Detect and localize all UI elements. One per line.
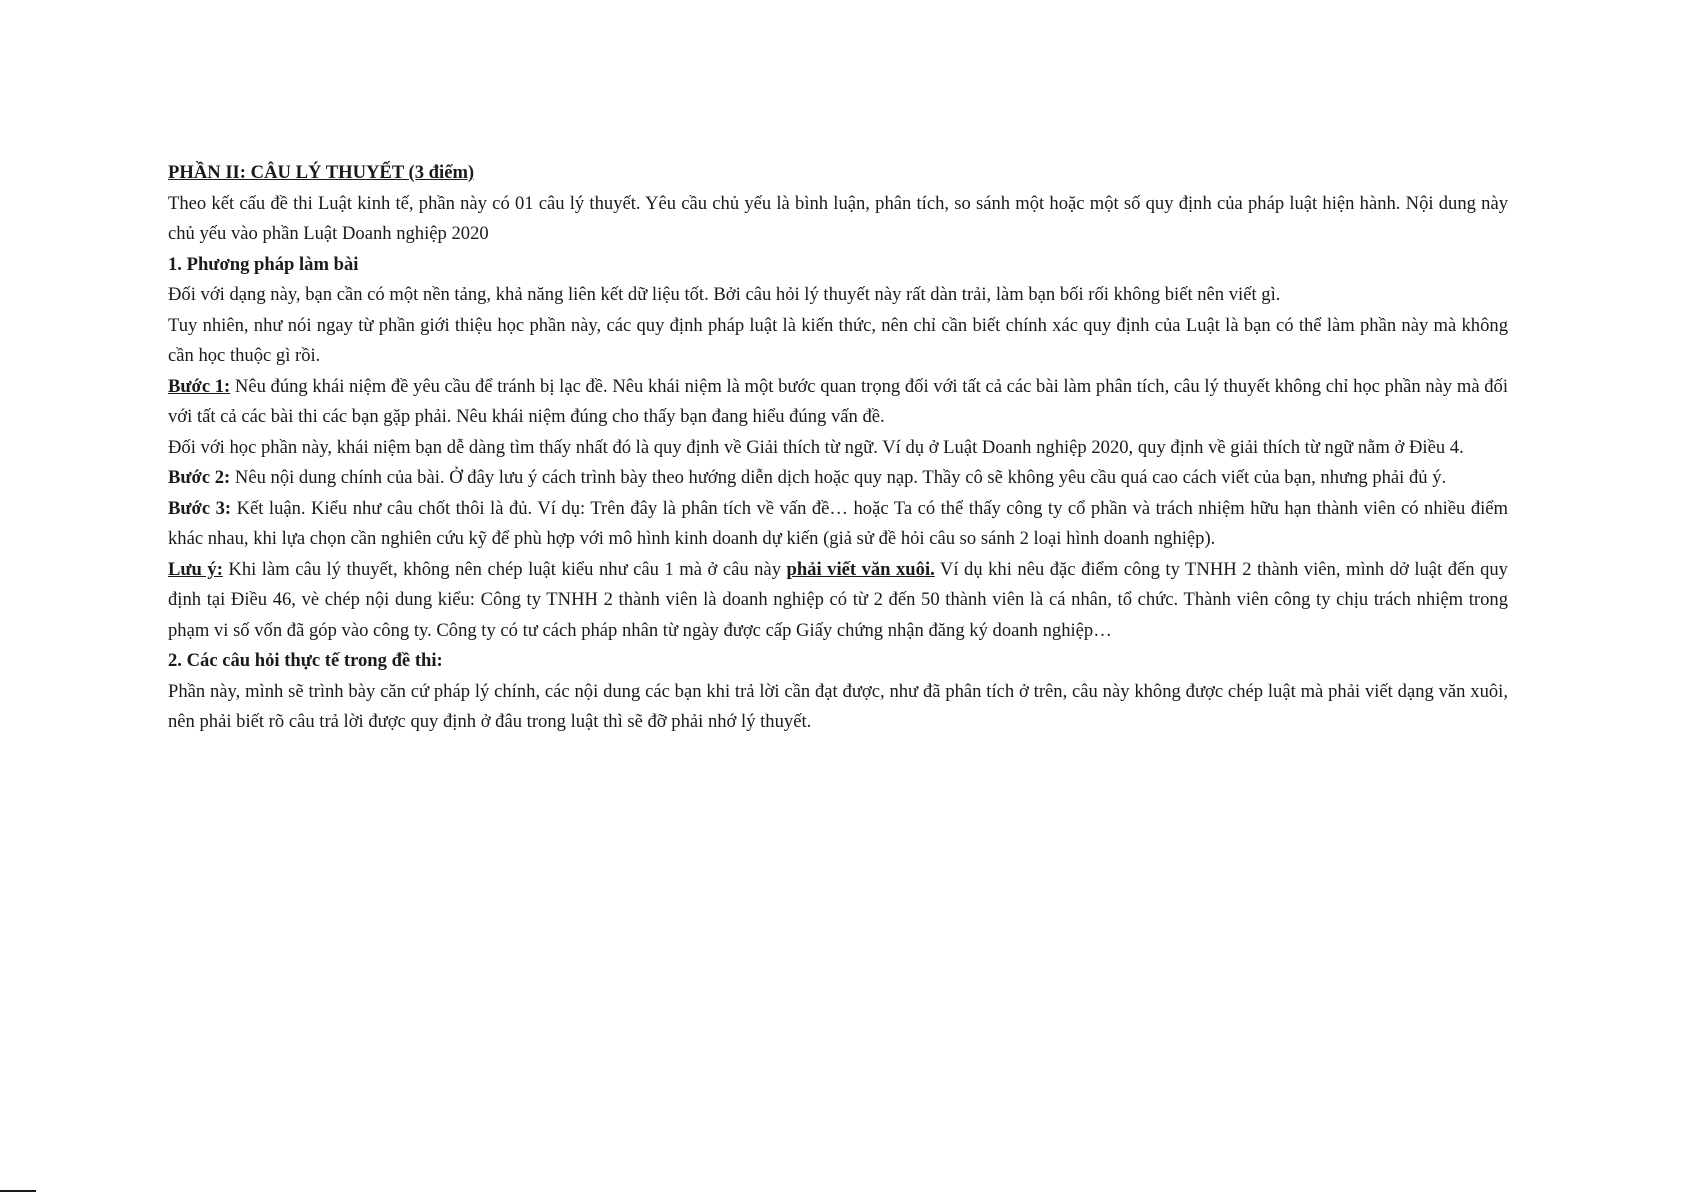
questions-paragraph: Phần này, mình sẽ trình bày căn cứ pháp lý chính, các nội dung các bạn khi trả lời cần đạt được, như đã phân tích ở trên, câu này không được chép luật mà phải viết dạng văn xuôi, nên phải biết rõ câu trả lời được quy định ở đâu trong luật thì sẽ đỡ phải nhớ lý thuyết. <box>168 680 1508 732</box>
step-1-text: Nêu đúng khái niệm đề yêu cầu để tránh bị lạc đề. Nêu khái niệm là một bước quan trọng đối với tất cả các bài làm phân tích, câu lý thuyết không chỉ học phần này mà đối với tất cả các bài thi các bạn gặp phải. Nêu khái niệm đúng cho thấy bạn đang hiểu đúng vấn đề. <box>168 375 1508 427</box>
step-2-label: Bước 2: <box>168 467 231 488</box>
method-heading: 1. Phương pháp làm bài <box>168 253 359 275</box>
step-2-paragraph <box>168 463 1508 494</box>
note-paragraph <box>168 555 1508 647</box>
note-text-after: Ví dụ khi nêu đặc điểm công ty TNHH 2 thành viên, mình dở luật đến quy định tại Điều 46, vè chép nội dung kiểu: Công ty TNHH 2 thành viên là doanh nghiệp có từ 2 đến 50 thành viên là cá nhân, tổ chức. Thành viên công ty chịu trách nhiệm trong phạm vi số vốn đã góp vào công ty. Công ty có tư cách pháp nhân từ ngày được cấp Giấy chứng nhận đăng ký doanh nghiệp… <box>168 558 1508 641</box>
step-2-text: Nêu nội dung chính của bài. Ở đây lưu ý cách trình bày theo hướng diễn dịch hoặc quy nạp. Thầy cô sẽ không yêu cầu quá cao cách viết của bạn, nhưng phải đủ ý. <box>230 467 1447 488</box>
intro-paragraph: Theo kết cấu đề thi Luật kinh tế, phần này có 01 câu lý thuyết. Yêu cầu chủ yếu là bình luận, phân tích, so sánh một hoặc một số quy định của pháp luật hiện hành. Nội dung này chủ yếu vào phần Luật Doanh nghiệp 2020 <box>168 192 1508 244</box>
step-1-label: Bước 1: <box>168 375 231 397</box>
step-3-paragraph <box>168 494 1508 555</box>
section-title-text: PHẦN II: CÂU LÝ THUYẾT (3 điểm) <box>168 162 475 183</box>
section-title <box>168 158 1508 189</box>
note-emphasis: phải viết văn xuôi. <box>786 558 935 580</box>
note-text-before: Khi làm câu lý thuyết, không nên chép luật kiểu như câu 1 mà ở câu này <box>222 558 787 580</box>
method-paragraph-2: Tuy nhiên, như nói ngay từ phần giới thiệu học phần này, các quy định pháp luật là kiến thức, nên chỉ cần biết chính xác quy định của Luật là bạn có thể làm phần này mà không cần học thuộc gì rồi. <box>168 314 1508 366</box>
step-3-label: Bước 3: <box>168 497 232 519</box>
step-1-extra-paragraph: Đối với học phần này, khái niệm bạn dễ dàng tìm thấy nhất đó là quy định về Giải thích từ ngữ. Ví dụ ở Luật Doanh nghiệp 2020, quy định về giải thích từ ngữ nằm ở Điều 4. <box>168 436 1464 458</box>
note-label: Lưu ý: <box>168 558 223 580</box>
step-3-text: Kết luận. Kiểu như câu chốt thôi là đủ. Ví dụ: Trên đây là phân tích về vấn đề… hoặc Ta có thể thấy công ty cổ phần và trách nhiệm hữu hạn thành viên có nhiều điểm khác nhau, khi lựa chọn cần nghiên cứu kỹ để phù hợp với mô hình kinh doanh dự kiến (giả sử đề hỏi câu so sánh 2 loại hình doanh nghiệp). <box>168 497 1508 549</box>
step-1-paragraph <box>168 372 1508 433</box>
document-page <box>168 158 1508 738</box>
method-paragraph-1: Đối với dạng này, bạn cần có một nền tảng, khả năng liên kết dữ liệu tốt. Bởi câu hỏi lý thuyết này rất dàn trải, làm bạn bối rối không biết nên viết gì. <box>168 284 1281 305</box>
questions-heading: 2. Các câu hỏi thực tế trong đề thi: <box>168 650 443 671</box>
